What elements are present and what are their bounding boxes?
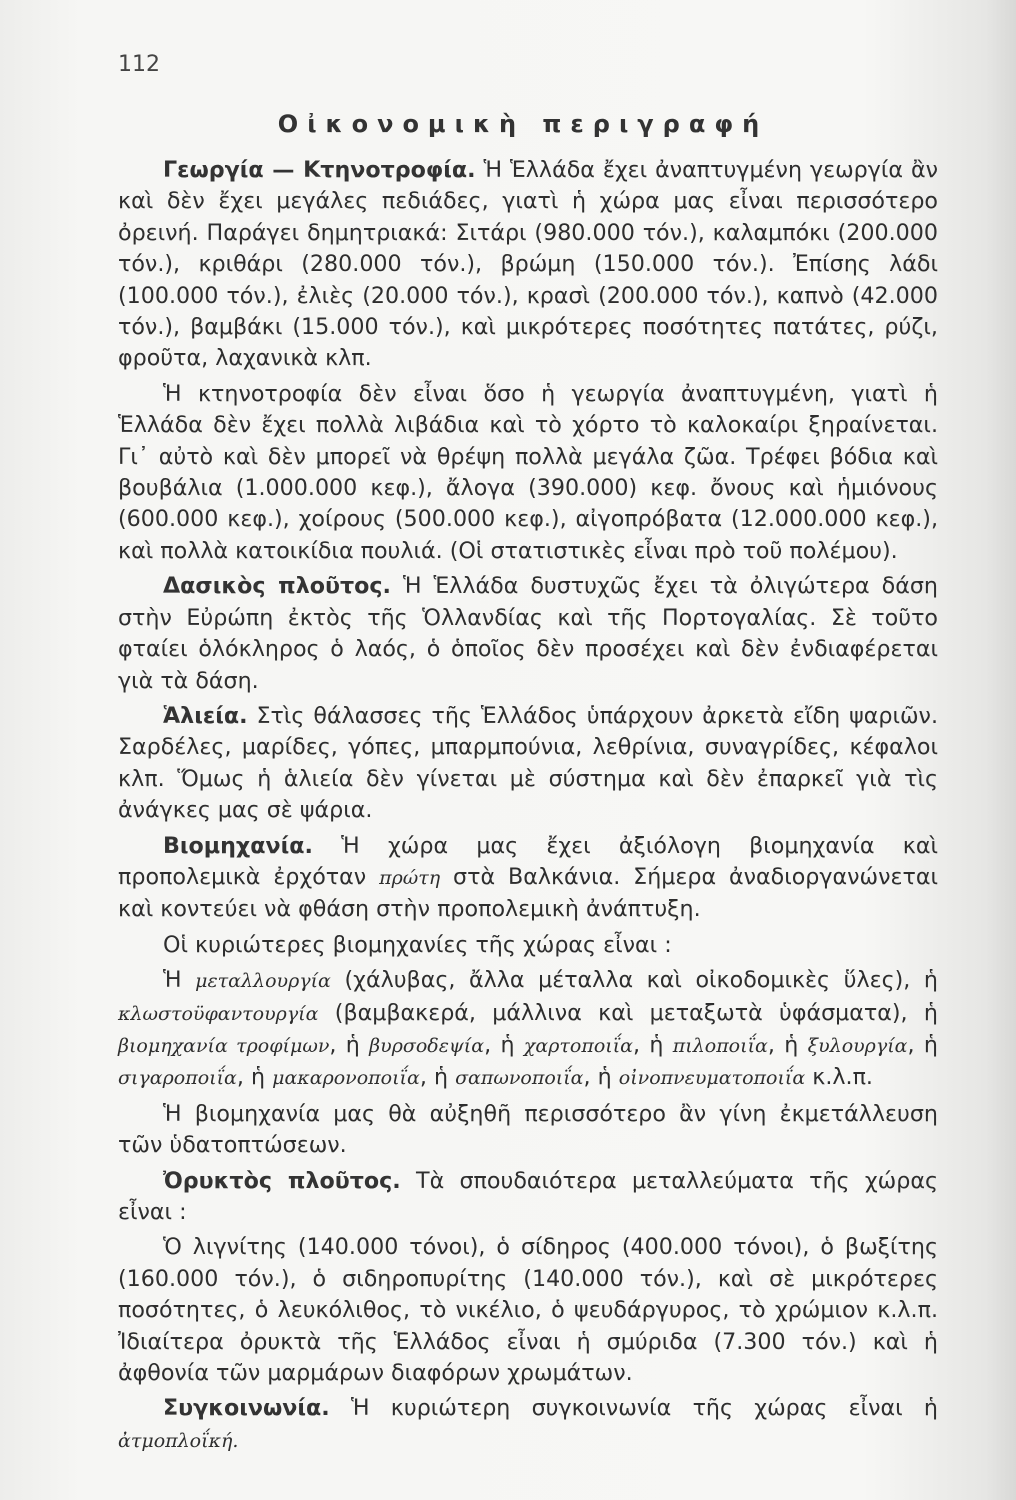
industry-item-name: σαπωνοποιΐα — [455, 1067, 584, 1090]
industry-first-word: πρώτη — [379, 866, 441, 889]
agriculture-paragraph — [118, 155, 938, 375]
industry-intro: Οἱ κυριώτερες βιομηχανίες τῆς χώρας εἶναι : — [163, 931, 672, 958]
page-number: 112 — [118, 52, 160, 77]
forest-heading: Δασικὸς πλοῦτος. — [163, 573, 391, 600]
industry-list — [118, 965, 938, 1095]
forest-paragraph — [118, 571, 938, 697]
industry-item-suffix: , ἡ — [767, 1031, 808, 1058]
industry-item-name: βιομηχανία τροφίμων — [118, 1034, 330, 1057]
industry-item-name: μεταλλουργία — [195, 970, 331, 993]
fishing-paragraph — [118, 701, 938, 827]
industry-item-suffix: , ἡ — [583, 1064, 619, 1091]
communication-heading: Συγκοινωνία. — [163, 1395, 330, 1422]
industry-item-suffix: , ἡ — [484, 1031, 524, 1058]
forest-text: Ἡ Ἑλλάδα δυστυχῶς ἔχει τὰ ὀλιγώτερα δάση στὴν Εὐρώπη ἐκτὸς τῆς Ὁλλανδίας καὶ τῆς Πορτογαλίας. Σὲ τοῦτο φταίει ὁλόκληρος ὁ λαός, ὁ ὁποῖος δὲν προσέχει καὶ δὲν ἐνδιαφέρεται γιὰ τὰ δάση. — [118, 573, 938, 694]
minerals-paragraph — [118, 1166, 938, 1229]
communication-text: Ἡ κυριώτερη συγκοινωνία τῆς χώρας εἶναι ἡ — [329, 1395, 938, 1422]
industry-text-b: στὰ Βαλκάνια. Σήμερα ἀναδιοργανώνεται καὶ κοντεύει νὰ φθάση στὴν προπολεμικὴ ἀνάπτυξη. — [118, 863, 938, 923]
page-title: Οἰκονομικὴ περιγραφή — [277, 110, 769, 138]
industry-item-name: μακαρονοποιΐα — [272, 1067, 420, 1090]
industry-item-suffix: , ἡ — [633, 1031, 673, 1058]
fishing-text: Στὶς θάλασσες τῆς Ἑλλάδος ὑπάρχουν ἀρκετὰ εἴδη ψαριῶν. Σαρδέλες, μαρίδες, γόπες, μπαρμπούνια, λεθρίνια, συναγρίδες, κέφαλοι κλπ. Ὅμως ἡ ἁλιεία δὲν γίνεται μὲ σύστημα καὶ δὲν ἐπαρκεῖ γιὰ τὶς ἀνάγκες μας σὲ ψάρια. — [118, 702, 938, 824]
minerals-heading: Ὀρυκτὸς πλοῦτος. — [163, 1167, 401, 1194]
industry-item-name: πιλοποιΐα — [672, 1034, 768, 1057]
industry-item-name: χαρτοποιΐα — [523, 1034, 633, 1057]
industry-item-suffix: (βαμβακερά, μάλλινα καὶ μεταξωτὰ ὑφάσματα), ἡ — [318, 999, 938, 1026]
industry-item-name: οἰνοπνευματοποιΐα — [618, 1067, 806, 1090]
agriculture-text: Ἡ Ἑλλάδα ἔχει ἀναπτυγμένη γεωργία ἂν καὶ δὲν ἔχει μεγάλες πεδιάδες, γιατὶ ἡ χώρα μας εἶναι περισσότερο ὀρεινή. Παράγει δημητριακά: Σιτάρι (980.000 τόν.), καλαμπόκι (200.000 τόν.), κριθάρι (280.000 τόν.), βρώμη (150.000 τόν.). Ἐπίσης λάδι (100.000 τόν.), ἐλιὲς (20.000 τόν.), κρασὶ (200.000 τόν.), καπνὸ (42.000 τόν.), βαμβάκι (15.000 τόν.), καὶ μικρότερες ποσότητες πατάτες, ρύζι, φροῦτα, λαχανικὰ κλπ. — [118, 157, 938, 372]
industry-item-suffix: , ἡ — [907, 1031, 938, 1058]
industry-item-name: κλωστοϋφαντουργία — [118, 1002, 319, 1025]
industry-item-suffix: (χάλυβας, ἄλλα μέταλλα καὶ οἰκοδομικὲς ὕλες), ἡ — [330, 967, 938, 994]
body-text — [118, 155, 938, 1461]
fishing-heading: Ἁλιεία. — [163, 702, 248, 729]
industry-item-suffix: , ἡ — [419, 1064, 456, 1091]
industry-future: Ἡ βιομηχανία μας θὰ αὐξηθῆ περισσότερο ἂν γίνη ἐκμετάλλευση τῶν ὑδατοπτώσεων. — [118, 1100, 938, 1159]
industry-item-name: σιγαροποιΐα — [118, 1067, 237, 1090]
minerals-text: Τὰ σπουδαιότερα μεταλλεύματα τῆς χώρας εἶναι : — [118, 1167, 938, 1225]
industry-heading: Βιομηχανία. — [163, 832, 313, 859]
industry-paragraph — [118, 831, 938, 926]
industry-item-prefix: Ἡ — [163, 967, 196, 994]
industry-item-suffix: , ἡ — [236, 1064, 273, 1091]
communication-italic: ἀτμοπλοΐκή. — [118, 1429, 239, 1452]
industry-item-suffix: κ.λ.π. — [805, 1064, 873, 1091]
minerals-list: Ὁ λιγνίτης (140.000 τόνοι), ὁ σίδηρος (400.000 τόνοι), ὁ βωξίτης (160.000 τόν.), ὁ σιδηροπυρίτης (140.000 τόν.), καὶ σὲ μικρότερες ποσότητες, ὁ λευκόλιθος, τὸ νικέλιο, ὁ ψευδάργυρος, τὸ χρώμιον κ.λ.π. Ἰδιαίτερα ὀρυκτὰ τῆς Ἑλλάδος εἶναι ἡ σμύριδα (7.300 τόν.) καὶ ἡ ἀφθονία τῶν μαρμάρων διαφόρων χρωμάτων. — [118, 1234, 938, 1387]
communication-paragraph — [118, 1393, 938, 1457]
industry-item-name: ξυλουργία — [807, 1034, 908, 1057]
industry-item-name: βυρσοδεψία — [369, 1034, 485, 1057]
industry-text-a: Ἡ χώρα μας ἔχει ἀξιόλογη βιομηχανία καὶ προπολεμικὰ ἐρχόταν — [118, 832, 938, 890]
industry-item-suffix: , ἡ — [329, 1031, 370, 1058]
agriculture-heading: Γεωργία — Κτηνοτροφία. — [163, 157, 476, 183]
livestock-paragraph: Ἡ κτηνοτροφία δὲν εἶναι ὅσο ἡ γεωργία ἀναπτυγμένη, γιατὶ ἡ Ἑλλάδα δὲν ἔχει πολλὰ λιβάδια καὶ τὸ χόρτο τὸ καλοκαίρι ξηραίνεται. Γι᾿ αὐτὸ καὶ δὲν μπορεῖ νὰ θρέψη πολλὰ μεγάλα ζῶα. Τρέφει βόδια καὶ βουβάλια (1.000.000 κεφ.), ἄλογα (390.000) κεφ. ὄνους καὶ ἡμιόνους (600.000 κεφ.), χοίρους (500.000 κεφ.), αἰγοπρόβατα (12.000.000 κεφ.), καὶ πολλὰ κατοικίδια πουλιά. (Οἱ στατιστικὲς εἶναι πρὸ τοῦ πολέμου). — [118, 380, 938, 564]
